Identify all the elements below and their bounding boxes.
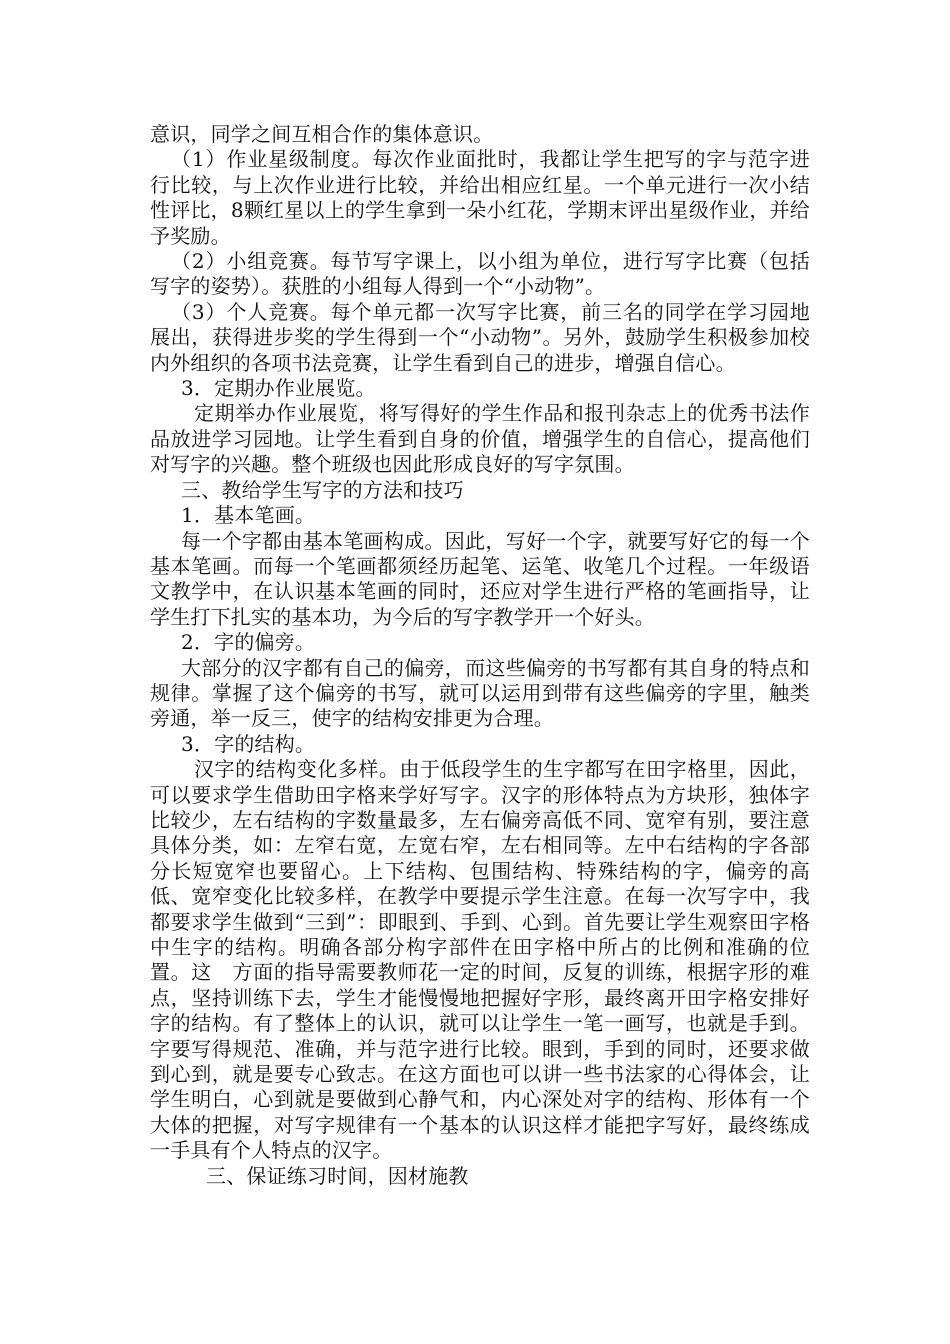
heading-3-exhibition: 3．定期办作业展览。 — [181, 376, 376, 401]
paragraph-7: 大部分的汉字都有自己的偏旁，而这些偏旁的书写都有其自身的特点和规律。掌握了这个偏旁的书写，就可以运用到带有这些偏旁的字里，触类旁通，举一反三，使字的结构安排更为合理。 — [150, 655, 810, 731]
paragraph-8: 汉字的结构变化多样。由于低段学生的生字都写在田字格里，因此，可以要求学生借助田字格来学好写字。汉字的形体特点为方块形，独体字比较少，左右结构的字数量最多，左右偏旁高低不同、宽窄有别，要注意具体分类，如：左窄右宽，左宽右窄，左右相同等。左中右结构的字各部分长短宽窄也要留心。上下结构、包围结构、特殊结构的字，偏旁的高低、宽窄变化比较多样，在教学中要提示学生注意。在每一次写字中，我都要求学生做到“三到”：即眼到、手到、心到。首先要让学生观察田字格中生字的结构。明确各部分构字部件在田字格中所占的比例和准确的位置。这 方面的指导需要教师花一定的时间，反复的训练，根据字形的难点，坚持训练下去，学生才能慢慢地把握好字形，最终离开田字格安排好字的结构。有了整体上的认识，就可以让学生一笔一画写，也就是手到。字要写得规范、准确，并与范字进行比较。眼到，手到的同时，还要求做到心到，就是要专心致志。在这方面也可以讲一些书法家的心得体会，让学生明白，心到就是要做到心静气和，内心深处对字的结构、形体有一个大体的把握，对写字规律有一个基本的认识这样才能把字写好，最终练成一手具有个人特点的汉字。 — [150, 757, 810, 1163]
heading-3-structure: 3．字的结构。 — [181, 731, 316, 756]
heading-2-radicals: 2．字的偏旁。 — [181, 630, 316, 655]
paragraph-1: 意识，同学之间互相合作的集体意识。 — [150, 122, 494, 146]
paragraph-3: （2）小组竞赛。每节写字课上，以小组为单位，进行写字比赛（包括写字的姿势）。获胜的小组每人得到一个“小动物”。 — [150, 249, 810, 299]
paragraph-4: （3）个人竞赛。每个单元都一次写字比赛，前三名的同学在学习园地展出，获得进步奖的学生得到一个“小动物”。另外，鼓励学生积极参加校内外组织的各项书法竞赛，让学生看到自己的进步，增强自信心。 — [150, 299, 810, 375]
section-heading-methods: 三、教给学生写字的方法和技巧 — [181, 477, 464, 502]
paragraph-6: 每一个字都由基本笔画构成。因此，写好一个字，就要写好它的每一个基本笔画。而每一个笔画都须经历起笔、运笔、收笔几个过程。一年级语文教学中，在认识基本笔画的同时，还应对学生进行严格的笔画指导，让学生打下扎实的基本功，为今后的写字教学开一个好头。 — [150, 528, 810, 629]
paragraph-5: 定期举办作业展览，将写得好的学生作品和报刊杂志上的优秀书法作品放进学习园地。让学生看到自身的价值，增强学生的自信心，提高他们对写字的兴趣。整个班级也因此形成良好的写字氛围。 — [150, 401, 810, 477]
heading-1-strokes: 1．基本笔画。 — [181, 503, 316, 528]
paragraph-2: （1）作业星级制度。每次作业面批时，我都让学生把写的字与范字进行比较，与上次作业进行比较，并给出相应红星。一个单元进行一次小结性评比，8颗红星以上的学生拿到一朵小红花，学期末评出星级作业，并给予奖励。 — [150, 147, 810, 248]
document-body — [150, 122, 810, 1189]
section-heading-practice: 三、保证练习时间，因材施教 — [206, 1163, 469, 1188]
